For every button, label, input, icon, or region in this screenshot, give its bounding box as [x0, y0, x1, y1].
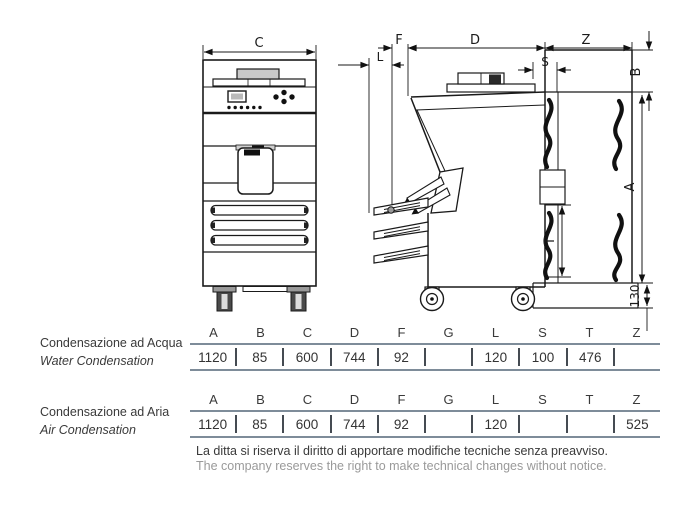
- col-header-l: L: [491, 391, 500, 407]
- col-header-f: F: [397, 324, 406, 340]
- table-header-row: [190, 321, 660, 343]
- value-f: 92: [377, 348, 424, 366]
- value-a: 1120: [198, 349, 228, 365]
- value-a: 1120: [198, 416, 228, 432]
- notice-english: The company reserves the right to make technical changes without notice.: [196, 459, 607, 473]
- col-header-c: C: [302, 391, 313, 407]
- value-l: 120: [471, 415, 518, 433]
- dim-label-b: B: [629, 67, 644, 77]
- dim-label-s: S: [541, 55, 549, 69]
- value-l: 120: [471, 348, 518, 366]
- air-condensation-label: [40, 403, 169, 439]
- label-italian: Condensazione ad Acqua: [40, 336, 183, 350]
- col-header-a: A: [209, 391, 218, 407]
- dim-label-t: T: [543, 237, 558, 245]
- dispenser: [236, 145, 275, 194]
- front-view: [203, 45, 316, 311]
- col-header-s: S: [538, 391, 547, 407]
- table-rule: [190, 369, 660, 371]
- table-value-row: [190, 412, 660, 436]
- value-b: 85: [235, 415, 282, 433]
- water-condensation-table: [190, 321, 660, 371]
- label-english: Air Condensation: [40, 423, 136, 437]
- dim-label-f: F: [395, 33, 403, 48]
- value-b: 85: [235, 348, 282, 366]
- col-header-d: D: [349, 391, 360, 407]
- col-header-t: T: [585, 391, 594, 407]
- col-header-g: G: [443, 324, 454, 340]
- value-c: 600: [282, 348, 329, 366]
- dim-label-d: D: [469, 33, 481, 48]
- value-c: 600: [282, 415, 329, 433]
- dim-label-l: L: [376, 50, 384, 64]
- col-header-b: B: [256, 324, 265, 340]
- label-english: Water Condensation: [40, 354, 154, 368]
- value-z: 525: [613, 415, 660, 433]
- table-header-row: [190, 388, 660, 410]
- col-header-z: Z: [632, 391, 641, 407]
- col-header-c: C: [302, 324, 313, 340]
- side-louvers: [374, 198, 428, 263]
- value-g: [424, 415, 471, 433]
- front-louvers: [211, 206, 308, 246]
- side-view: [338, 31, 653, 331]
- col-header-l: L: [491, 324, 500, 340]
- value-f: 92: [377, 415, 424, 433]
- notice-italian: La ditta si riserva il diritto di apportare modifiche tecniche senza preavviso.: [196, 444, 609, 458]
- table-value-row: [190, 345, 660, 369]
- col-header-g: G: [443, 391, 454, 407]
- col-header-d: D: [349, 324, 360, 340]
- dim-label-a: A: [623, 182, 638, 192]
- dim-label-130: 130: [628, 284, 642, 308]
- col-header-z: Z: [632, 324, 641, 340]
- value-s: 100: [518, 348, 565, 366]
- table-rule: [190, 436, 660, 438]
- col-header-a: A: [209, 324, 218, 340]
- dim-label-c: C: [254, 36, 264, 51]
- col-header-f: F: [397, 391, 406, 407]
- value-z: [613, 348, 660, 366]
- value-t: [566, 415, 613, 433]
- footer-notice: [196, 444, 608, 474]
- water-condensation-label: [40, 334, 182, 370]
- value-d: 744: [330, 415, 377, 433]
- value-d: 744: [330, 348, 377, 366]
- value-t: 476: [566, 348, 613, 366]
- side-casters: [421, 287, 535, 311]
- dim-label-z: Z: [581, 33, 591, 48]
- label-italian: Condensazione ad Aria: [40, 405, 170, 419]
- col-header-b: B: [256, 391, 265, 407]
- col-header-s: S: [538, 324, 547, 340]
- air-condensation-table: [190, 388, 660, 438]
- value-s: [518, 415, 565, 433]
- col-header-t: T: [585, 324, 594, 340]
- value-g: [424, 348, 471, 366]
